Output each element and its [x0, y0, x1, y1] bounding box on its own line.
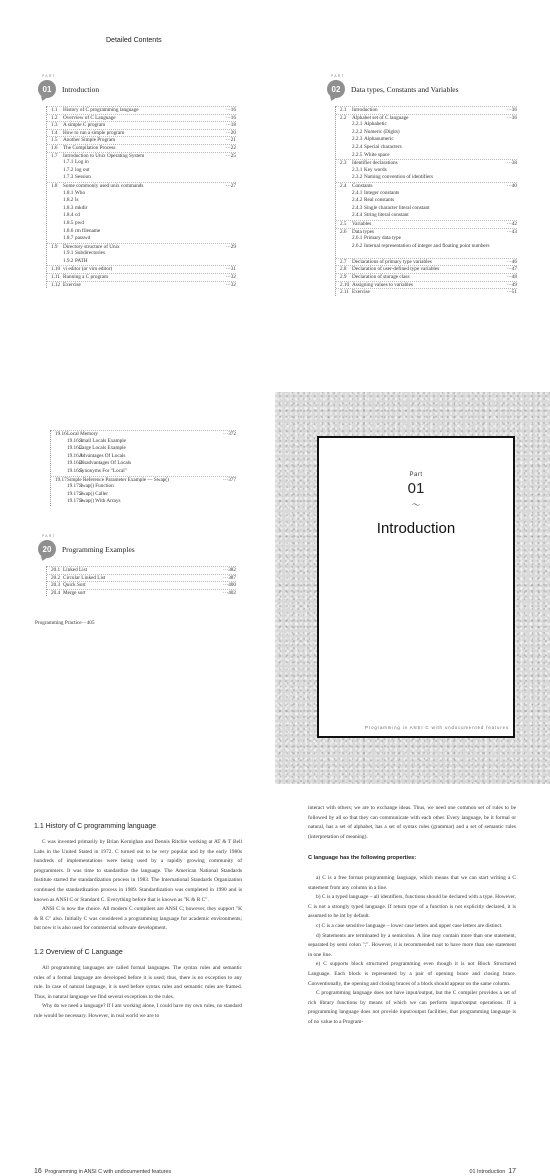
toc-entry-number: 1.8.1: [63, 189, 74, 196]
toc-entry-title: Running a C program: [63, 274, 109, 281]
toc-entry: [336, 265, 517, 273]
toc-entry-title: Another Simple Program: [63, 137, 116, 144]
toc-entry-title: Large Locals Example: [79, 445, 126, 452]
toc-entry-number: 2.1: [340, 107, 347, 113]
toc-entry-number: 2.4.3: [352, 204, 363, 211]
toc-entry-number: 2.2.5: [352, 151, 363, 158]
toc-entry: [336, 288, 517, 296]
paragraph: C programming language does not have input/output, but the C compiler provides a set of rich library functions by means of which we can perform input/output operations. If a programming language does not provide input/output facilities, that programming language is of no value to a Program-: [308, 990, 516, 1025]
toc-entry-number: 1.7.1: [63, 159, 74, 166]
cover-part-label: Part: [409, 472, 423, 478]
toc-entry-title: Variables: [352, 220, 372, 227]
property-b: b) C is a typed language – all identifiers, functions should be declared with a type. However, C is not a strongly typed language. If return type of a function is not explicitly declared, it is assumed to be int by default.: [308, 894, 516, 920]
toc-entry-page: ···36: [506, 114, 517, 121]
toc-entry-title: Directory structure of Unix: [63, 243, 120, 250]
toc-entry-title: Quick Sort: [63, 582, 86, 589]
toc-entry-number: 2.5: [340, 220, 347, 227]
toc-entry-number: 1.9.2: [63, 257, 74, 264]
part-badge-01: 01: [38, 80, 56, 98]
toc-entry-number: 1.7.2: [63, 166, 74, 173]
toc-entry-title: White space: [364, 151, 390, 158]
toc-entry-number: 2.7: [340, 258, 347, 265]
toc-entry-page: ···46: [506, 258, 517, 265]
toc-column-part-19: [50, 430, 236, 506]
part-label: PART: [331, 74, 345, 78]
property-d: d) Statements are terminated by a semicolon. A line may contain more than one statement, separated by semi colon ";". However, it is recommended not to have more than one statement in one line.: [308, 932, 516, 958]
toc-entry: [47, 566, 236, 574]
toc-header: Detailed Contents: [106, 37, 162, 44]
toc-column-part-1: [38, 76, 236, 288]
toc-subentry: [47, 228, 236, 236]
toc-entry-page: ···22: [225, 144, 236, 151]
toc-entry-page: ···400: [223, 582, 236, 589]
toc-subentry: [336, 129, 517, 137]
cover-frame: [317, 436, 515, 738]
toc-entry: [336, 228, 517, 236]
toc-subentry: [336, 243, 517, 258]
toc-entry-number: 1.8.5: [63, 219, 74, 226]
toc-entry: [51, 430, 236, 438]
toc-entry-number: 19.16.5: [67, 467, 83, 474]
toc-entry-number: 1.4: [51, 129, 58, 136]
toc-subentry: [51, 468, 236, 476]
toc-entry-title: Exercise: [63, 281, 81, 288]
toc-entry-number: 1.7: [51, 152, 58, 159]
toc-entry-page: ···18: [225, 122, 236, 129]
toc-entry: [47, 114, 236, 122]
toc-entry-number: 20.2: [51, 574, 61, 581]
paragraph: All programming languages are called formal languages. The syntax rules and semantic rules of a formal language are developed before it is used; thus, there is no exception to any rule. In case of natural language, it is used before syntax rules and semantic rules are framed. Thus, in natural language we find several exceptions to the rules.: [34, 964, 242, 1000]
toc-entry-title: Alphanumeric: [364, 136, 394, 143]
toc-entry-title: Identifier declarations: [352, 160, 398, 167]
toc-entry-page: ···36: [506, 107, 517, 113]
toc-entry-page: ···38: [506, 160, 517, 167]
toc-entry-page: ···40: [506, 182, 517, 189]
toc-entry-title: Subdirectories: [75, 250, 105, 257]
toc-entry-title: Special characters: [364, 143, 402, 150]
toc-entry-number: 1.8.3: [63, 204, 74, 211]
toc-column-part-20: [38, 536, 236, 596]
toc-entry: [47, 182, 236, 190]
section-heading-1-2: 1.2 Overview of C Language: [34, 948, 123, 956]
toc-entry-title: Local Memory: [67, 431, 98, 437]
toc-entry-title: Integer constants: [364, 189, 400, 196]
toc-entry-number: 2.4.2: [352, 197, 363, 204]
toc-entry: [47, 273, 236, 281]
toc-entry-title: Swap() Caller: [79, 490, 108, 497]
toc-entry: [47, 121, 236, 129]
toc-subentry: [47, 212, 236, 220]
footer-left: [34, 1168, 171, 1175]
toc-entry-number: 19.16.3: [67, 452, 83, 459]
toc-entry-page: ···51: [506, 289, 517, 296]
toc-entry-page: ···16: [225, 107, 236, 113]
toc-entry-title: mkdir: [75, 204, 88, 211]
toc-entry-number: 1.9.1: [63, 250, 74, 257]
page-number-right: 17: [508, 1168, 516, 1175]
part-label: PART: [42, 534, 56, 538]
toc-entry-title: Alphabetic: [364, 121, 387, 128]
toc-entry: [47, 243, 236, 251]
property-c: c) C is a case sensitive language – lower case letters and upper case letters are distinct.: [316, 922, 503, 929]
toc-entry-number: 2.4.4: [352, 212, 363, 219]
toc-entry-title: Circular Linked List: [63, 574, 106, 581]
part-badge-20: 20: [38, 540, 56, 558]
toc-subentry: [336, 136, 517, 144]
toc-entry-title: pwd: [75, 219, 84, 226]
toc-subentry: [47, 197, 236, 205]
toc-entry-title: Declaration of storage class: [352, 274, 410, 281]
toc-entry-title: Introduction to Unix Operating System: [63, 152, 145, 159]
toc-entry-number: 2.2.4: [352, 143, 363, 150]
toc-list-part-2: [335, 106, 517, 296]
toc-entry: [336, 281, 517, 289]
toc-entry-page: ···49: [506, 281, 517, 288]
toc-entry-number: 2.2.3: [352, 136, 363, 143]
toc-entry-number: 1.9: [51, 243, 58, 250]
cover-tilde-ornament: 〜: [411, 500, 421, 510]
toc-entry-number: 19.16.4: [67, 460, 83, 467]
toc-entry-page: ···402: [223, 589, 236, 596]
toc-entry: [47, 129, 236, 137]
toc-entry-number: 1.10: [51, 266, 61, 273]
part-title-02: Data types, Constants and Variables: [351, 85, 459, 94]
toc-entry-number: 1.8: [51, 182, 58, 189]
part-badge-02: 02: [327, 80, 345, 98]
text-column-left: [34, 822, 242, 1022]
toc-entry-number: 2.2.2: [352, 128, 363, 135]
toc-entry-title: Overview of C Language: [63, 114, 116, 121]
toc-entry: [47, 152, 236, 160]
toc-entry-page: ···372: [223, 431, 236, 437]
part-heading-02: [327, 76, 517, 106]
toc-entry-page: ···387: [223, 574, 236, 581]
toc-entry-number: 1.2: [51, 114, 58, 121]
toc-entry-number: 1.8.2: [63, 197, 74, 204]
toc-subentry: [336, 144, 517, 152]
toc-subentry: [336, 212, 517, 220]
toc-entry-title: ls: [75, 197, 79, 204]
toc-entry: [47, 581, 236, 589]
toc-entry-page: ···43: [506, 228, 517, 235]
toc-entry-page: ···32: [225, 281, 236, 288]
toc-entry-number: 2.11: [340, 289, 349, 296]
toc-entry-page: ···21: [225, 137, 236, 144]
toc-subentry: [336, 121, 517, 129]
toc-entry-page: ···16: [225, 114, 236, 121]
toc-entry: [47, 574, 236, 582]
toc-subentry: [51, 445, 236, 453]
toc-entry: [336, 220, 517, 228]
toc-entry: [47, 106, 236, 114]
paragraph: interact with others; we are to exchange ideas. Thus, we need one common set of rules to be followed by all so that they can communicate with each other. Every language, be it formal or natural, has a set of alphabet, has a set of syntax rules (grammar) and a set of semantic rules (interpretation of meaning).: [308, 805, 516, 840]
paragraph: ANSI C is now the choice. All modern C compilers are ANSI C; however, they support "K & R C" also. Initially C was considered a programming language for academic environments; but now it is also used for commercial software development.: [34, 906, 242, 932]
toc-subentry: [47, 167, 236, 175]
toc-entry-title: Naming convention of identifiers: [364, 174, 434, 181]
cover-title: Introduction: [376, 520, 456, 537]
toc-entry-number: 1.1: [51, 107, 58, 113]
toc-subentry: [47, 174, 236, 182]
toc-entry-number: 1.11: [51, 274, 60, 281]
toc-entry-title: Numeric (Digits): [364, 128, 400, 135]
toc-entry-title: Simple Reference Parameter Example — Swap(): [67, 476, 169, 483]
property-a: a) C is a free format programming language, which means that we can start writing a C statement from any column in a line.: [308, 874, 516, 891]
toc-entry-title: Linked List: [63, 567, 88, 573]
page-number-left: 16: [34, 1168, 42, 1175]
toc-entry: [47, 136, 236, 144]
part-label: PART: [42, 74, 56, 78]
toc-entry-title: History of C programming language: [63, 107, 139, 113]
toc-entry-title: Small Locals Example: [79, 437, 126, 444]
toc-subentry: [47, 220, 236, 228]
toc-entry-page: ···32: [225, 274, 236, 281]
toc-entry-number: 19.17: [55, 476, 67, 483]
toc-entry-title: vi editor (or vim editor): [63, 266, 113, 273]
properties-heading: C language has the following properties:: [308, 855, 417, 862]
toc-entry-number: 2.3.1: [352, 166, 363, 173]
part-heading-20: [38, 536, 236, 566]
toc-entry-number: 2.10: [340, 281, 350, 288]
toc-entry: [47, 589, 236, 597]
toc-entry-page: ···29: [225, 243, 236, 250]
toc-entry-title: log out: [75, 166, 90, 173]
toc-entry-number: 2.4: [340, 182, 347, 189]
toc-entry: [336, 159, 517, 167]
toc-entry-number: 19.17.1: [67, 483, 83, 490]
toc-subentry: [47, 205, 236, 213]
text-column-right: [308, 804, 516, 1027]
toc-entry-title: The Compilation Process: [63, 144, 116, 151]
text-spread: [0, 800, 550, 1176]
toc-entry-number: 1.6: [51, 144, 58, 151]
toc-entry-number: 2.8: [340, 266, 347, 273]
toc-entry-title: Swap() Function: [79, 483, 114, 490]
toc-entry-title: Some commonly used unix commands: [63, 182, 144, 189]
toc-entry-number: 19.17.3: [67, 498, 83, 505]
toc-entry: [336, 273, 517, 281]
toc-entry-page: ···48: [506, 274, 517, 281]
toc-entry-title: cd: [75, 212, 80, 219]
toc-entry-title: Alphabet set of C language: [352, 114, 409, 121]
toc-entry-title: Real constants: [364, 197, 395, 204]
toc-entry-title: Single character literal constant: [364, 204, 430, 211]
toc-subentry: [336, 174, 517, 182]
paragraph: Why do we need a language? If I am working alone, I could have my own rules, no standard rule would be necessary. However, in real world we are to: [34, 1003, 242, 1019]
toc-entry-number: 2.3: [340, 160, 347, 167]
part-heading-01: [38, 76, 236, 106]
toc-entry-title: Log in: [75, 159, 89, 166]
toc-list-part-1: [46, 106, 236, 288]
toc-list-part-19: [50, 430, 236, 506]
toc-entry-number: 2.2: [340, 114, 347, 121]
toc-entry: [336, 182, 517, 190]
toc-subentry: [47, 159, 236, 167]
toc-entry-title: How to run a simple program: [63, 129, 125, 136]
toc-entry-number: 2.6.2: [352, 242, 363, 249]
toc-entry-number: 19.16.1: [67, 437, 83, 444]
toc-entry-title: A simple C program: [63, 122, 106, 129]
toc-page-2: [0, 392, 550, 784]
toc-subentry: [47, 235, 236, 243]
toc-entry-number: 1.12: [51, 281, 61, 288]
toc-subentry: [336, 197, 517, 205]
toc-entry: [336, 106, 517, 114]
toc-entry-title: Introduction: [352, 107, 378, 113]
toc-entry-title: Key words: [364, 166, 387, 173]
toc-entry-number: 19.16: [55, 431, 67, 437]
toc-entry-number: 2.9: [340, 274, 347, 281]
programming-practice-entry: Programming Practice···405: [35, 620, 95, 626]
footer-right: [470, 1168, 516, 1175]
toc-entry-number: 2.6.1: [352, 235, 363, 242]
part-title-01: Introduction: [62, 85, 100, 94]
toc-entry-number: 1.7.3: [63, 174, 74, 181]
toc-subentry: [336, 205, 517, 213]
toc-entry-title: Internal representation of integer and floating point numbers: [364, 242, 490, 249]
toc-entry-number: 20.1: [51, 567, 61, 573]
toc-entry-title: Swap() With Arrays: [79, 498, 121, 505]
toc-entry-number: 2.6: [340, 228, 347, 235]
toc-entry-page: ···31: [225, 266, 236, 273]
cover-book-title: Programming in ANSI C with undocumented features: [365, 725, 509, 730]
toc-entry-title: Declarations of primary type variables: [352, 258, 432, 265]
toc-entry-title: rm filename: [75, 227, 101, 234]
toc-subentry: [336, 235, 517, 243]
toc-entry: [336, 258, 517, 266]
toc-column-part-2: [327, 76, 517, 296]
toc-subentry: [336, 190, 517, 198]
toc-subentry: [51, 438, 236, 446]
toc-entry-number: 1.8.6: [63, 227, 74, 234]
toc-entry-title: Synonyms For "Local": [79, 467, 127, 474]
toc-entry-number: 2.3.2: [352, 174, 363, 181]
toc-entry-number: 2.4.1: [352, 189, 363, 196]
toc-entry-page: ···27: [225, 182, 236, 189]
toc-entry-title: Merge sort: [63, 589, 86, 596]
toc-entry-title: Session: [75, 174, 91, 181]
toc-entry-title: passwd: [75, 235, 91, 242]
toc-entry-number: 2.2.1: [352, 121, 363, 128]
toc-entry-title: String literal constant: [364, 212, 409, 219]
toc-entry-page: ···377: [223, 476, 236, 483]
toc-entry-title: Disadvantages Of Locals: [79, 460, 132, 467]
toc-entry: [47, 265, 236, 273]
toc-entry-title: Declaration of user-defined type variables: [352, 266, 440, 273]
toc-entry-number: 1.3: [51, 122, 58, 129]
running-title-right: 01 Introduction: [469, 1169, 506, 1175]
toc-entry-number: 1.5: [51, 137, 58, 144]
toc-entry-title: Who: [75, 189, 86, 196]
toc-subentry: [51, 483, 236, 491]
toc-entry-page: ···25: [225, 152, 236, 159]
part-title-20: Programming Examples: [62, 545, 135, 554]
toc-entry-page: ···47: [506, 266, 517, 273]
toc-entry-title: Primary data type: [364, 235, 401, 242]
toc-entry: [47, 144, 236, 152]
toc-entry-title: Exercise: [352, 289, 370, 296]
toc-entry: [336, 114, 517, 122]
toc-entry-number: 20.3: [51, 582, 61, 589]
toc-entry-title: Advantages Of Locals: [79, 452, 126, 459]
toc-entry-title: Data types: [352, 228, 375, 235]
toc-entry: [47, 281, 236, 289]
toc-subentry: [336, 152, 517, 160]
toc-entry-title: PATH: [75, 257, 88, 264]
toc-list-part-20: [46, 566, 236, 596]
toc-subentry: [47, 250, 236, 258]
toc-entry-title: Constants: [352, 182, 373, 189]
cover-part-number: 01: [407, 480, 425, 497]
toc-entry-page: ···20: [225, 129, 236, 136]
toc-page-1: [0, 0, 550, 375]
property-e: e) C supports block structured programming even though it is not Block Structured Language. Each block is represented by a pair of opening brace and closing brace. Conventionally, the opening and closing braces of a block should appear on the same column.: [308, 961, 516, 987]
toc-entry-number: 19.17.2: [67, 490, 83, 497]
toc-entry-number: 20.4: [51, 589, 61, 596]
paragraph: C was invented primarily by Brian Kernighan and Dennis Ritchie working at AT & T Bell Labs in the United Stated in 1972. C turned out to be very popular and by the early 1980s hundreds of implementations were being used by a rapidly growing community of programmers. It was time to standardize the language. The American National Standards Institute started the standardization process in 1983. The International Standards Organization continued the standardization process in 1989. Standardization was completed in 1990 and is known as ANSI C or Standard C. Everything before that is known as "K & R C".: [34, 839, 242, 903]
toc-subentry: [51, 460, 236, 468]
toc-entry-number: 19.16.2: [67, 445, 83, 452]
toc-subentry: [47, 258, 236, 266]
toc-subentry: [51, 498, 236, 506]
toc-entry-number: 1.8.4: [63, 212, 74, 219]
toc-subentry: [47, 190, 236, 198]
toc-entry-page: ···382: [223, 567, 236, 573]
toc-entry-title: Assigning values to variables: [352, 281, 413, 288]
toc-entry-page: ···42: [506, 220, 517, 227]
running-title-left: Programming in ANSI C with undocumented features: [44, 1169, 172, 1175]
toc-entry-number: 1.8.7: [63, 235, 74, 242]
part-cover-page: [275, 392, 550, 784]
section-heading-1-1: 1.1 History of C programming language: [34, 823, 157, 830]
